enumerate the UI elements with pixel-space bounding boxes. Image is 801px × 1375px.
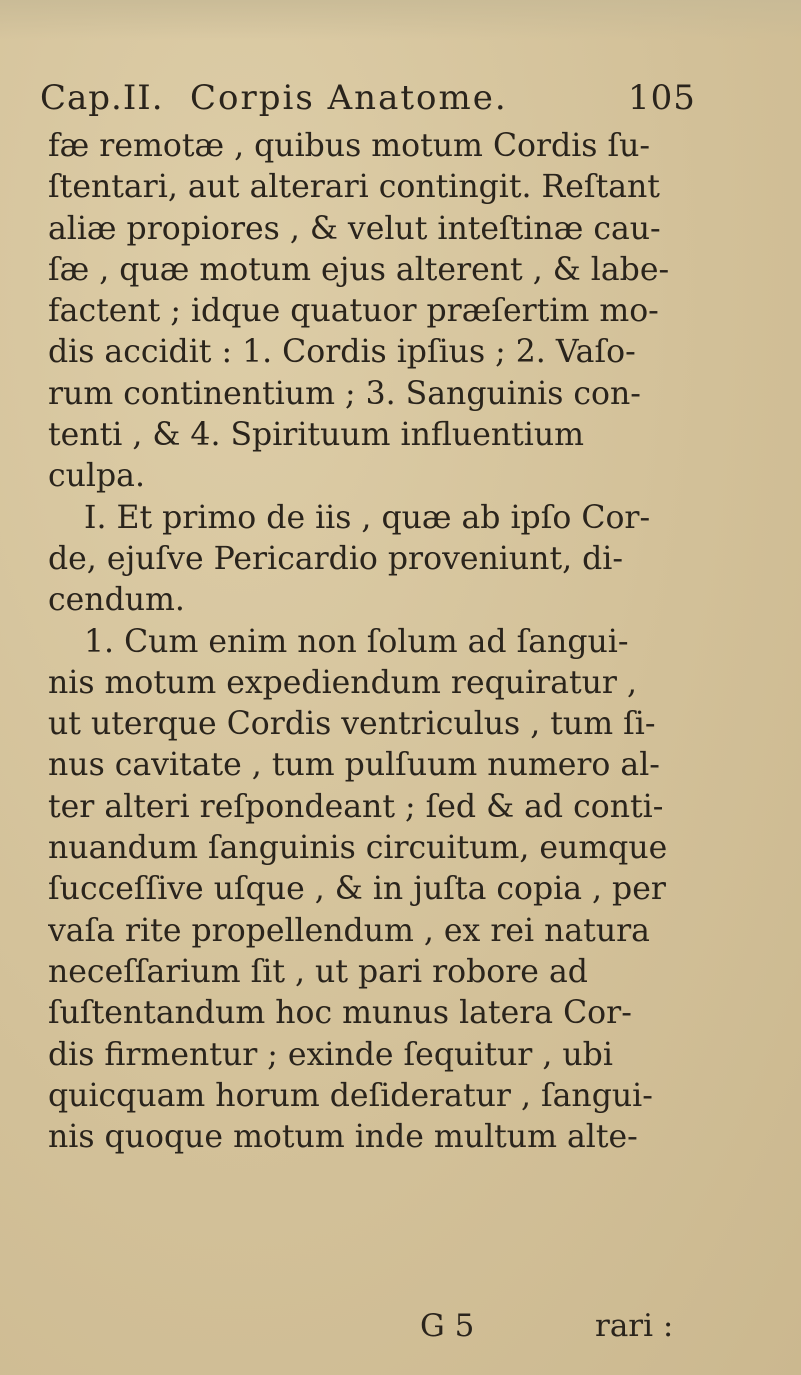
text-line: tenti , & 4. Spirituum influentium	[48, 417, 585, 454]
paragraph-start-line: 1. Cum enim non ſolum ad ſangui-	[84, 623, 629, 660]
text-line: nuandum ſanguinis circuitum, eumque	[48, 830, 668, 867]
text-line: rum continentium ; 3. Sanguinis con-	[48, 375, 641, 412]
text-line: fæ remotæ , quibus motum Cordis ſu-	[48, 128, 651, 164]
text-line: cendum.	[48, 582, 185, 619]
text-line: dis firmentur ; exinde ſequitur , ubi	[48, 1036, 613, 1073]
text-line: nis motum expediendum requiratur ,	[48, 664, 638, 701]
text-line: vaſa rite propellendum , ex rei natura	[48, 912, 650, 949]
text-line: culpa.	[48, 458, 145, 495]
paragraph-start-line: I. Et primo de iis , quæ ab ipſo Cor-	[84, 499, 651, 536]
body-text	[48, 126, 768, 1158]
page-number: 105	[628, 78, 696, 118]
text-line: de, ejuſve Pericardio proveniunt, di-	[48, 540, 624, 577]
catchword: rari :	[595, 1308, 674, 1344]
text-line: nus cavitate , tum pulſuum numero al-	[48, 747, 660, 784]
text-line: neceſſarium ſit , ut pari robore ad	[48, 953, 588, 990]
running-header	[40, 78, 780, 118]
text-line: nis quoque motum inde multum alte-	[48, 1119, 638, 1156]
page-footer	[0, 1308, 801, 1352]
text-line: ſtentari, aut alterari contingit. Reſtant	[48, 169, 660, 206]
text-line: ſæ , quæ motum ejus alterent , & labe-	[48, 251, 670, 288]
text-line: factent ; idque quatuor præſertim mo-	[48, 293, 659, 330]
text-line: ſucceſſive uſque , & in juſta copia , per	[48, 871, 666, 908]
text-line: ter alteri reſpondeant ; ſed & ad conti-	[48, 788, 664, 825]
text-line: ſuſtentandum hoc munus latera Cor-	[48, 995, 632, 1032]
signature-mark: G 5	[420, 1308, 475, 1344]
text-line: ut uterque Cordis ventriculus , tum ſi-	[48, 706, 656, 743]
text-line: dis accidit : 1. Cordis ipſius ; 2. Vaſo-	[48, 334, 636, 371]
text-line: aliæ propiores , & velut inteſtinæ cau-	[48, 210, 661, 247]
paper-stain	[0, 0, 801, 40]
running-title: Corpis Anatome.	[190, 78, 508, 118]
chapter-label: Cap.II.	[40, 78, 164, 118]
text-line: quicquam horum deſideratur , ſangui-	[48, 1077, 653, 1114]
